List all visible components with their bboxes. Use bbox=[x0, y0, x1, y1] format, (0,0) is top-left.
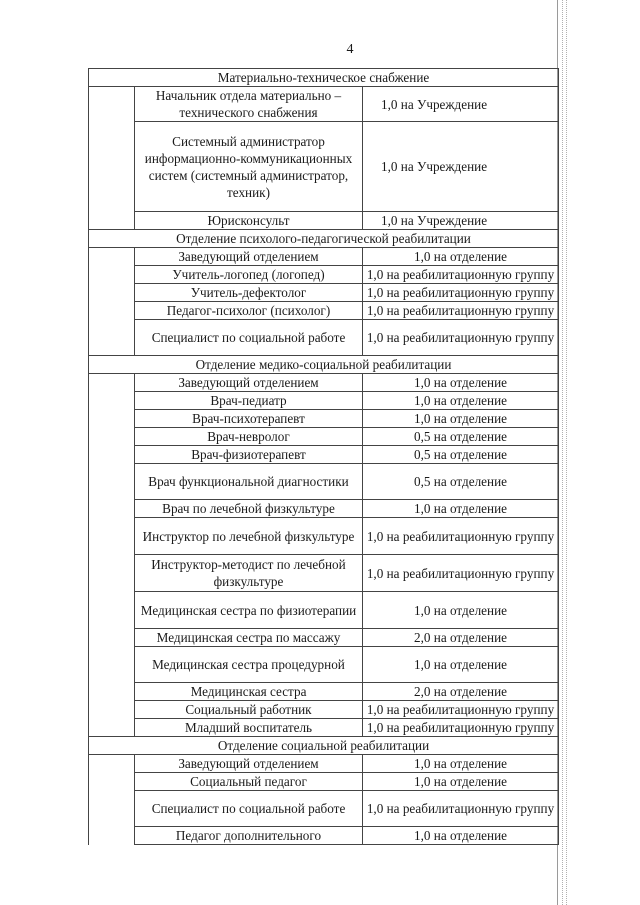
blank-cell bbox=[89, 464, 135, 500]
position-cell: Юрисконсульт bbox=[135, 212, 363, 230]
position-cell: Педагог-психолог (психолог) bbox=[135, 302, 363, 320]
blank-cell bbox=[89, 719, 135, 737]
table-row bbox=[89, 827, 559, 845]
blank-cell bbox=[89, 87, 135, 122]
position-cell: Врач-психотерапевт bbox=[135, 410, 363, 428]
table-row bbox=[89, 212, 559, 230]
blank-cell bbox=[89, 284, 135, 302]
section-header-row bbox=[89, 737, 559, 755]
table-row bbox=[89, 320, 559, 356]
blank-cell bbox=[89, 755, 135, 773]
table-row bbox=[89, 392, 559, 410]
norm-cell: 1,0 на реабилитационную группу bbox=[363, 284, 559, 302]
blank-cell bbox=[89, 555, 135, 592]
section-title: Материально-техническое снабжение bbox=[89, 69, 559, 87]
table-row bbox=[89, 755, 559, 773]
norm-cell: 1,0 на реабилитационную группу bbox=[363, 791, 559, 827]
position-cell: Специалист по социальной работе bbox=[135, 791, 363, 827]
norm-cell: 1,0 на Учреждение bbox=[363, 87, 559, 122]
table-row bbox=[89, 500, 559, 518]
table-row bbox=[89, 374, 559, 392]
position-cell: Врач-педиатр bbox=[135, 392, 363, 410]
table-row bbox=[89, 629, 559, 647]
norm-cell: 1,0 на реабилитационную группу bbox=[363, 320, 559, 356]
blank-cell bbox=[89, 500, 135, 518]
staffing-table-body bbox=[89, 69, 559, 845]
position-cell: Медицинская сестра процедурной bbox=[135, 647, 363, 683]
norm-cell: 1,0 на отделение bbox=[363, 500, 559, 518]
section-header-row bbox=[89, 69, 559, 87]
table-row bbox=[89, 592, 559, 629]
table-row bbox=[89, 647, 559, 683]
table-row bbox=[89, 773, 559, 791]
table-row bbox=[89, 302, 559, 320]
norm-cell: 1,0 на Учреждение bbox=[363, 122, 559, 212]
blank-cell bbox=[89, 266, 135, 284]
section-header-row bbox=[89, 356, 559, 374]
page-number: 4 bbox=[346, 42, 354, 57]
table-row bbox=[89, 719, 559, 737]
blank-cell bbox=[89, 647, 135, 683]
table-row bbox=[89, 464, 559, 500]
position-cell: Медицинская сестра bbox=[135, 683, 363, 701]
blank-cell bbox=[89, 592, 135, 629]
table-row bbox=[89, 518, 559, 555]
table-row bbox=[89, 266, 559, 284]
blank-cell bbox=[89, 212, 135, 230]
norm-cell: 0,5 на отделение bbox=[363, 446, 559, 464]
blank-cell bbox=[89, 122, 135, 212]
norm-cell: 1,0 на реабилитационную группу bbox=[363, 555, 559, 592]
table-row bbox=[89, 683, 559, 701]
blank-cell bbox=[89, 248, 135, 266]
norm-cell: 1,0 на реабилитационную группу bbox=[363, 266, 559, 284]
position-cell: Заведующий отделением bbox=[135, 755, 363, 773]
blank-cell bbox=[89, 773, 135, 791]
blank-cell bbox=[89, 701, 135, 719]
section-title: Отделение психолого-педагогической реабилитации bbox=[89, 230, 559, 248]
position-cell: Системный администратор информационно-коммуникационных систем (системный администратор, техник) bbox=[135, 122, 363, 212]
table-row bbox=[89, 791, 559, 827]
blank-cell bbox=[89, 392, 135, 410]
position-cell: Социальный педагог bbox=[135, 773, 363, 791]
table-row bbox=[89, 284, 559, 302]
norm-cell: 1,0 на отделение bbox=[363, 773, 559, 791]
norm-cell: 1,0 на отделение bbox=[363, 647, 559, 683]
norm-cell: 0,5 на отделение bbox=[363, 464, 559, 500]
position-cell: Инструктор-методист по лечебной физкультуре bbox=[135, 555, 363, 592]
norm-cell: 1,0 на реабилитационную группу bbox=[363, 719, 559, 737]
position-cell: Медицинская сестра по физиотерапии bbox=[135, 592, 363, 629]
staffing-table bbox=[88, 68, 559, 845]
position-cell: Врач-физиотерапевт bbox=[135, 446, 363, 464]
norm-cell: 1,0 на реабилитационную группу bbox=[363, 701, 559, 719]
position-cell: Педагог дополнительного bbox=[135, 827, 363, 845]
table-row bbox=[89, 446, 559, 464]
norm-cell: 1,0 на отделение bbox=[363, 410, 559, 428]
table-row bbox=[89, 428, 559, 446]
norm-cell: 1,0 на отделение bbox=[363, 592, 559, 629]
blank-cell bbox=[89, 410, 135, 428]
position-cell: Медицинская сестра по массажу bbox=[135, 629, 363, 647]
position-cell: Учитель-дефектолог bbox=[135, 284, 363, 302]
position-cell: Начальник отдела материально – технического снабжения bbox=[135, 87, 363, 122]
position-cell: Врач-невролог bbox=[135, 428, 363, 446]
table-row bbox=[89, 248, 559, 266]
norm-cell: 1,0 на отделение bbox=[363, 827, 559, 845]
table-row bbox=[89, 122, 559, 212]
position-cell: Учитель-логопед (логопед) bbox=[135, 266, 363, 284]
norm-cell: 1,0 на Учреждение bbox=[363, 212, 559, 230]
position-cell: Заведующий отделением bbox=[135, 248, 363, 266]
norm-cell: 0,5 на отделение bbox=[363, 428, 559, 446]
norm-cell: 1,0 на отделение bbox=[363, 392, 559, 410]
blank-cell bbox=[89, 374, 135, 392]
section-header-row bbox=[89, 230, 559, 248]
blank-cell bbox=[89, 320, 135, 356]
blank-cell bbox=[89, 446, 135, 464]
section-title: Отделение социальной реабилитации bbox=[89, 737, 559, 755]
position-cell: Врач по лечебной физкультуре bbox=[135, 500, 363, 518]
table-row bbox=[89, 410, 559, 428]
position-cell: Врач функциональной диагностики bbox=[135, 464, 363, 500]
margin-rule-dotted bbox=[562, 0, 563, 905]
norm-cell: 1,0 на отделение bbox=[363, 755, 559, 773]
blank-cell bbox=[89, 791, 135, 827]
norm-cell: 2,0 на отделение bbox=[363, 629, 559, 647]
norm-cell: 2,0 на отделение bbox=[363, 683, 559, 701]
norm-cell: 1,0 на отделение bbox=[363, 374, 559, 392]
position-cell: Инструктор по лечебной физкультуре bbox=[135, 518, 363, 555]
blank-cell bbox=[89, 428, 135, 446]
norm-cell: 1,0 на реабилитационную группу bbox=[363, 302, 559, 320]
position-cell: Заведующий отделением bbox=[135, 374, 363, 392]
blank-cell bbox=[89, 827, 135, 845]
norm-cell: 1,0 на отделение bbox=[363, 248, 559, 266]
table-row bbox=[89, 555, 559, 592]
norm-cell: 1,0 на реабилитационную группу bbox=[363, 518, 559, 555]
blank-cell bbox=[89, 629, 135, 647]
blank-cell bbox=[89, 683, 135, 701]
section-title: Отделение медико-социальной реабилитации bbox=[89, 356, 559, 374]
table-row bbox=[89, 87, 559, 122]
position-cell: Младший воспитатель bbox=[135, 719, 363, 737]
position-cell: Специалист по социальной работе bbox=[135, 320, 363, 356]
margin-rule-dotted bbox=[566, 0, 567, 905]
blank-cell bbox=[89, 518, 135, 555]
blank-cell bbox=[89, 302, 135, 320]
table-row bbox=[89, 701, 559, 719]
position-cell: Социальный работник bbox=[135, 701, 363, 719]
